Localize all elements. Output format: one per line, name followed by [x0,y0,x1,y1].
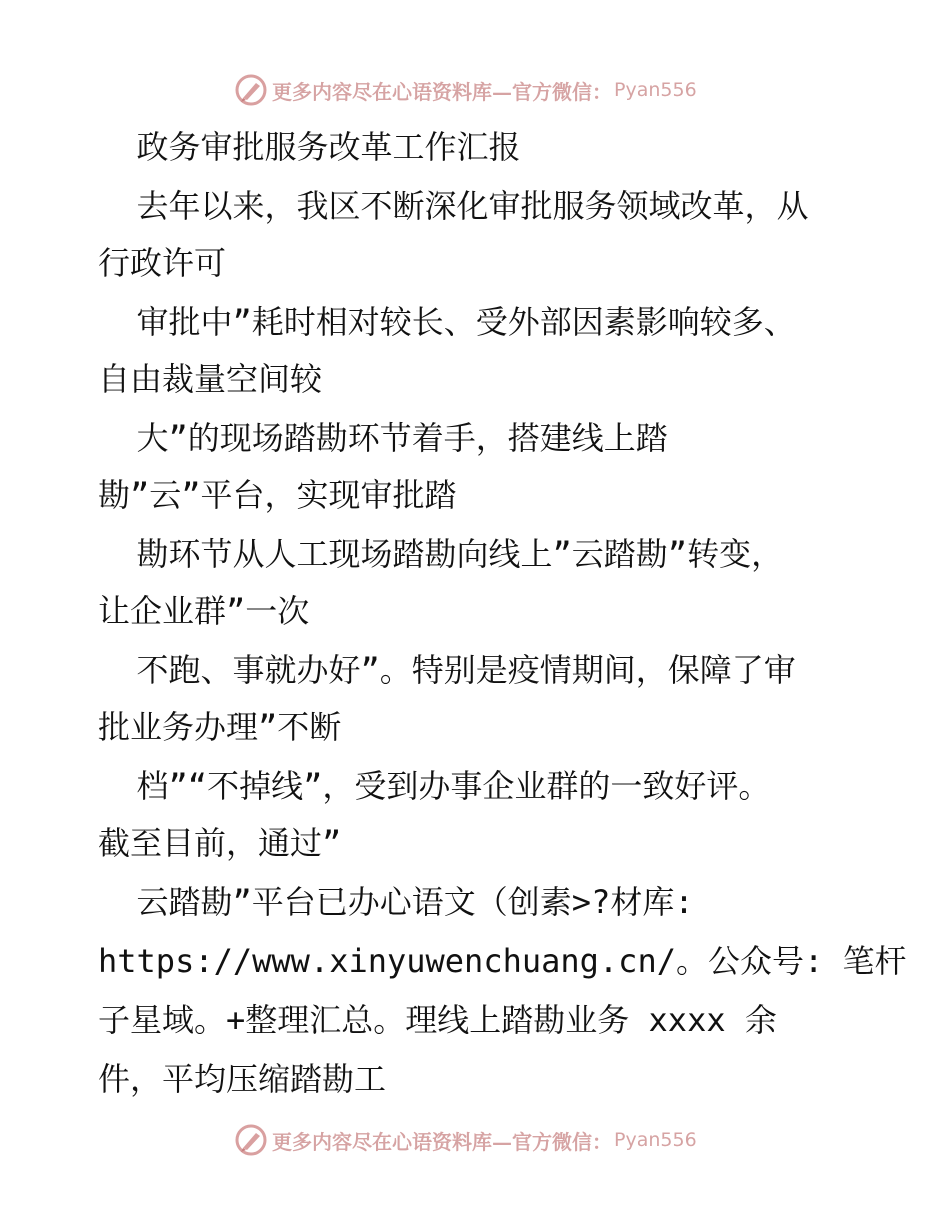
document-line: 批业务办理”不断 [98,708,342,746]
document-line: 云踏勘”平台已办心语文（创素>?材库: [98,883,694,921]
document-line: 行政许可 [98,244,227,282]
watermark-text: 更多内容尽在心语资料库—官方微信： [272,1129,612,1154]
header-watermark [234,72,697,108]
document-line: 去年以来，我区不断深化审批服务领域改革，从 [98,187,809,225]
watermark-id: Pyan556 [614,1129,697,1151]
document-line: 自由裁量空间较 [98,360,323,398]
pen-logo-icon [234,1123,268,1157]
document-line: 让企业群”一次 [98,592,310,630]
document-line: 不跑、事就办好”。特别是疫情期间，保障了审 [98,651,796,689]
document-line: 勘环节从人工现场踏勘向线上”云踏勘”转变， [98,535,784,573]
watermark-text: 更多内容尽在心语资料库—官方微信： [272,79,612,104]
document-line: https://www.xinyuwenchuang.cn/。公众号: 笔杆 [98,942,907,980]
document-line: 审批中”耗时相对较长、受外部因素影响较多、 [98,303,796,341]
document-line: 截至目前，通过” [98,824,342,862]
document-line: 件，平均压缩踏勘工 [98,1060,387,1098]
pen-logo-icon [234,73,268,107]
document-line: 政务审批服务改革工作汇报 [98,128,521,166]
document-line: 大”的现场踏勘环节着手，搭建线上踏 [98,419,668,457]
document-line: 勘”云”平台，实现审批踏 [98,476,457,514]
watermark-id: Pyan556 [614,79,697,101]
document-line: 子星域。+整理汇总。理线上踏勘业务 xxxx 余 [98,1001,777,1039]
footer-watermark [234,1122,697,1158]
document-line: 档”“不掉线”，受到办事企业群的一致好评。 [98,767,771,805]
